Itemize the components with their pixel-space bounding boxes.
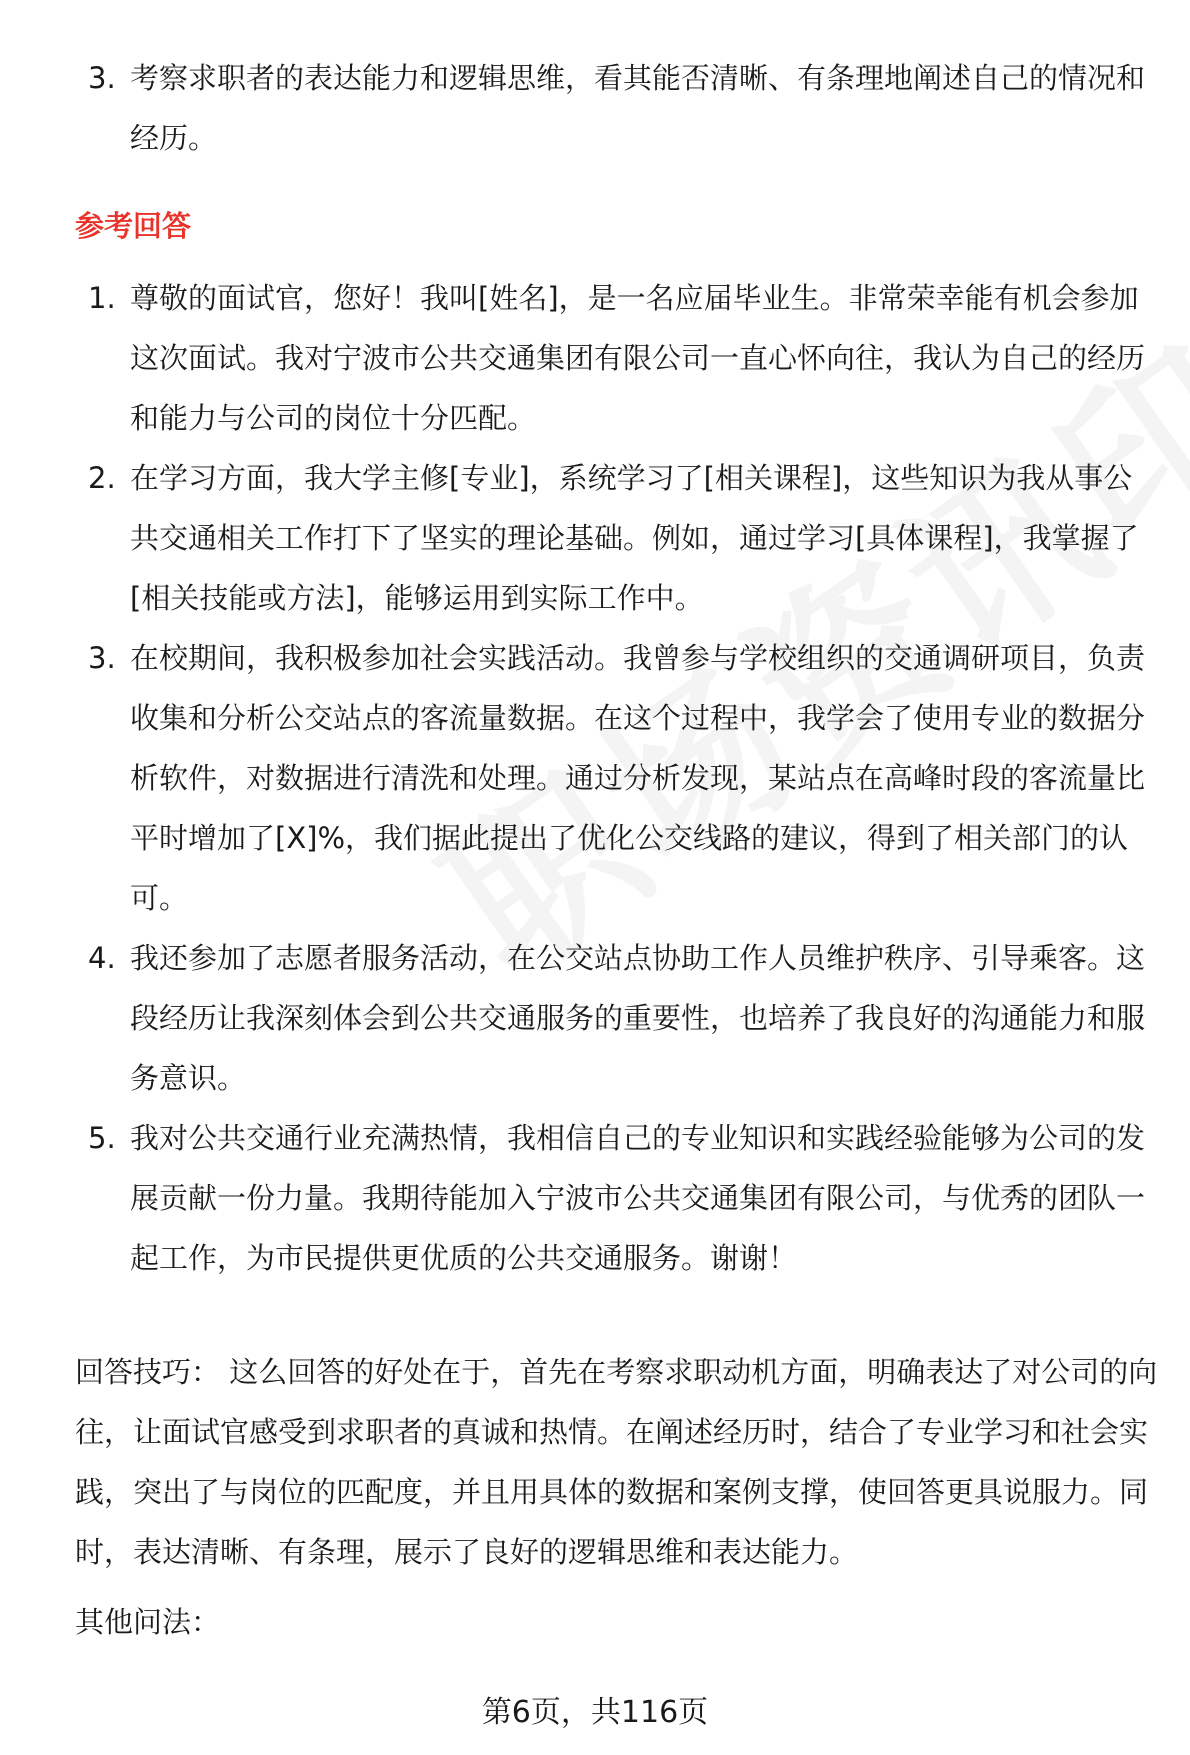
list-item [88, 1108, 1148, 1288]
other-questions-label: 其他问法： [75, 1605, 221, 1639]
list-item-text: 尊敬的面试官，您好！我叫[姓名]，是一名应届毕业生。非常荣幸能有机会参加这次面试。我对宁波市公共交通集团有限公司一直心怀向往，我认为自己的经历和能力与公司的岗位十分匹配。 [130, 281, 1146, 435]
list-item-text: 我还参加了志愿者服务活动，在公交站点协助工作人员维护秩序、引导乘客。这段经历让我深刻体会到公共交通服务的重要性，也培养了我良好的沟通能力和服务意识。 [130, 941, 1146, 1095]
list-item-number: 2. [88, 461, 116, 495]
list-item [88, 448, 1148, 628]
list-item [88, 268, 1148, 448]
answer-list [88, 268, 1148, 1288]
list-item-number: 3. [88, 641, 116, 675]
list-item-text: 在学习方面，我大学主修[专业]，系统学习了[相关课程]，这些知识为我从事公共交通相关工作打下了坚实的理论基础。例如，通过学习[具体课程]，我掌握了[相关技能或方法]，能够运用到实际工作中。 [130, 461, 1139, 615]
section-heading: 参考回答 [75, 209, 192, 243]
list-item [88, 928, 1148, 1108]
answer-tips-paragraph: 回答技巧： 这么回答的好处在于，首先在考察求职动机方面，明确表达了对公司的向往，让面试官感受到求职者的真诚和热情。在阐述经历时，结合了专业学习和社会实践，突出了与岗位的匹配度，并且用具体的数据和案例支撑，使回答更具说服力。同时，表达清晰、有条理，展示了良好的逻辑思维和表达能力。 [75, 1355, 1158, 1569]
list-item-number: 4. [88, 941, 116, 975]
list-item-text: 考察求职者的表达能力和逻辑思维，看其能否清晰、有条理地阐述自己的情况和经历。 [130, 61, 1146, 155]
top-list [88, 48, 1148, 168]
list-item-number: 3. [88, 61, 116, 95]
list-item [88, 628, 1148, 928]
list-item-text: 我对公共交通行业充满热情，我相信自己的专业知识和实践经验能够为公司的发展贡献一份力量。我期待能加入宁波市公共交通集团有限公司，与优秀的团队一起工作，为市民提供更优质的公共交通服务。谢谢！ [130, 1121, 1146, 1275]
list-item-number: 1. [88, 281, 116, 315]
list-item [88, 48, 1148, 168]
page-footer: 第6页，共116页 [481, 1695, 709, 1730]
list-item-number: 5. [88, 1121, 116, 1155]
list-item-text: 在校期间，我积极参加社会实践活动。我曾参与学校组织的交通调研项目，负责收集和分析公交站点的客流量数据。在这个过程中，我学会了使用专业的数据分析软件，对数据进行清洗和处理。通过分析发现，某站点在高峰时段的客流量比平时增加了[X]%，我们据此提出了优化公交线路的建议，得到了相关部门的认可。 [130, 641, 1146, 915]
